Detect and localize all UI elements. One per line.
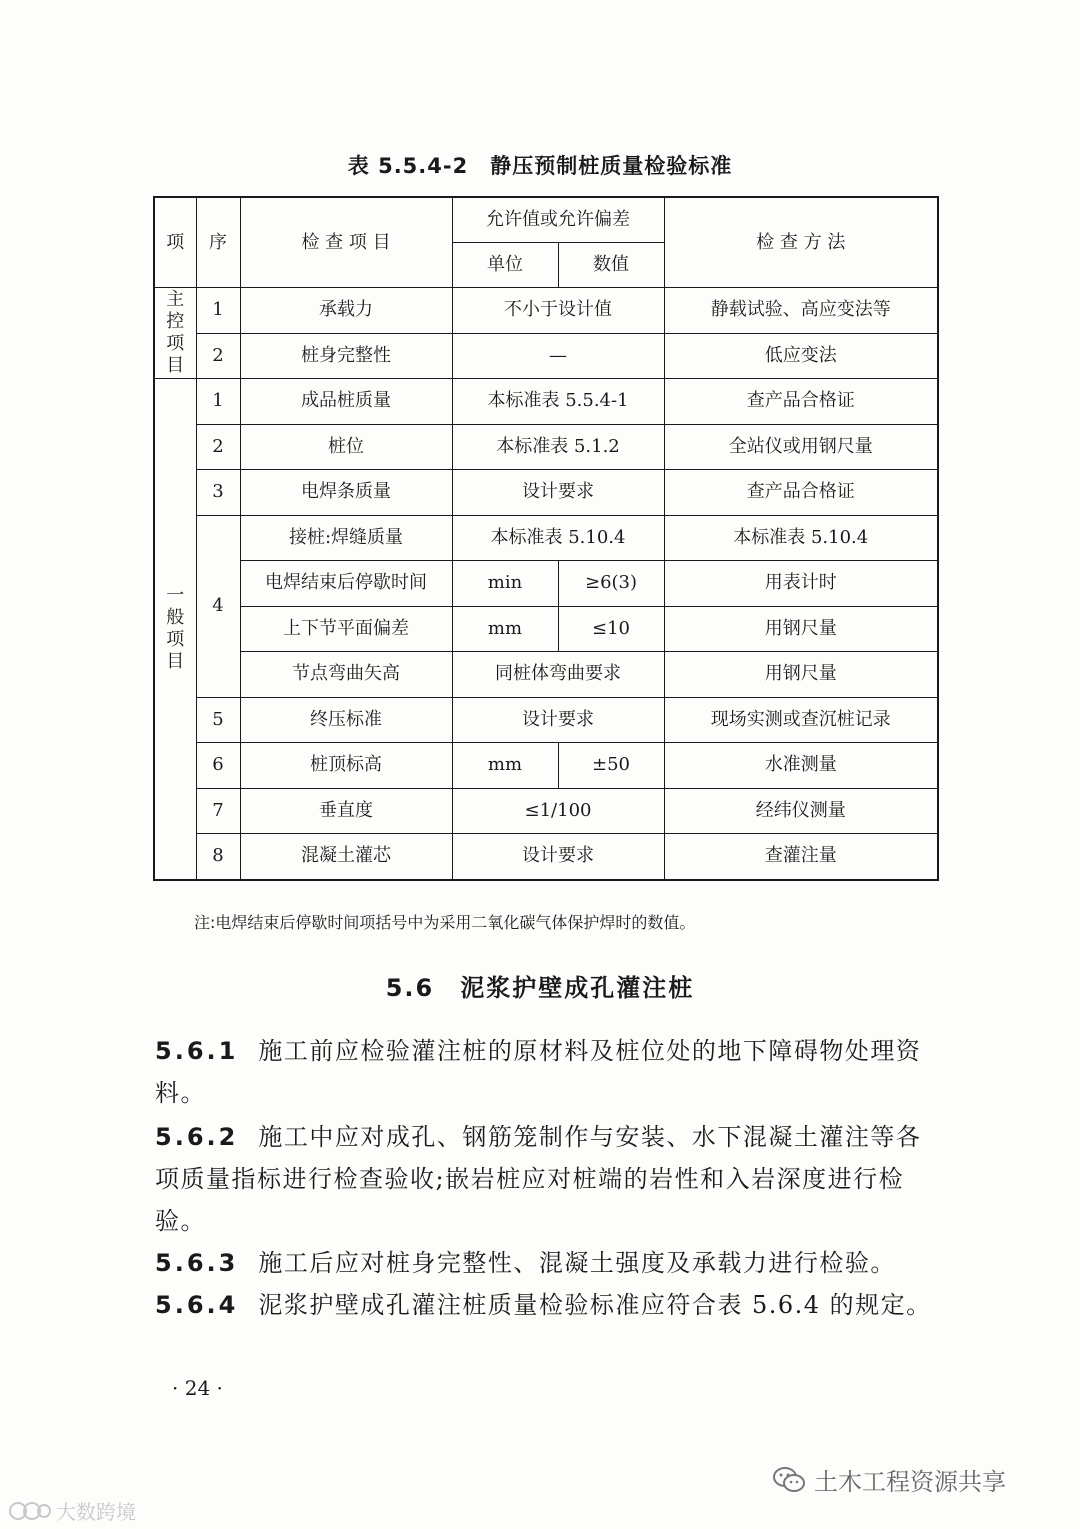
method-cell: 静载试验、高应变法等 <box>664 288 938 334</box>
table-row <box>154 470 938 516</box>
method-cell: 低应变法 <box>664 333 938 379</box>
item-cell: 承载力 <box>240 288 452 334</box>
unit-cell: mm <box>452 606 558 652</box>
method-cell: 用表计时 <box>664 561 938 607</box>
method-cell: 查产品合格证 <box>664 470 938 516</box>
method-cell: 用钢尺量 <box>664 606 938 652</box>
table-row <box>154 697 938 743</box>
unit-cell: min <box>452 561 558 607</box>
table-note: 注:电焊结束后停歇时间项括号中为采用二氧化碳气体保护焊时的数值。 <box>194 913 696 932</box>
clause-text: 施工前应检验灌注桩的原材料及桩位处的地下障碍物处理资料。 <box>155 1037 922 1107</box>
allow-cell: 本标准表 5.1.2 <box>452 424 664 470</box>
item-cell: 桩顶标高 <box>240 743 452 789</box>
category-main-control: 主 控 项 目 <box>154 288 196 379</box>
method-cell: 水准测量 <box>664 743 938 789</box>
seq-cell: 6 <box>196 743 240 789</box>
seq-cell: 3 <box>196 470 240 516</box>
watermark-right <box>772 1462 1006 1497</box>
table-row <box>154 606 938 652</box>
header-seq: 序 <box>196 197 240 288</box>
table-row <box>154 834 938 880</box>
clause-number: 5.6.3 <box>155 1249 239 1277</box>
table-row <box>154 333 938 379</box>
table-title: 表 5.5.4-2 静压预制桩质量检验标准 <box>347 154 733 178</box>
header-unit: 单位 <box>452 243 558 288</box>
item-cell: 电焊条质量 <box>240 470 452 516</box>
allow-cell: 本标准表 5.10.4 <box>452 515 664 561</box>
method-cell: 用钢尺量 <box>664 652 938 698</box>
allow-cell: — <box>452 333 664 379</box>
clause-number: 5.6.4 <box>155 1291 239 1319</box>
watermark-left <box>8 1496 136 1525</box>
item-cell: 桩位 <box>240 424 452 470</box>
unit-cell: mm <box>452 743 558 789</box>
clause-number: 5.6.1 <box>155 1037 239 1065</box>
clause-text: 施工后应对桩身完整性、混凝土强度及承载力进行检验。 <box>258 1249 896 1277</box>
table-row <box>154 288 938 334</box>
allow-cell: 本标准表 5.5.4-1 <box>452 379 664 425</box>
table-row <box>154 515 938 561</box>
table-header-row <box>154 197 938 243</box>
category-general: 一 般 项 目 <box>154 379 196 880</box>
seq-cell: 8 <box>196 834 240 880</box>
watermark-logo-icon <box>8 1499 52 1523</box>
item-cell: 成品桩质量 <box>240 379 452 425</box>
header-item: 检 查 项 目 <box>240 197 452 288</box>
paragraph-5-6-3 <box>155 1242 945 1284</box>
paragraph-5-6-2 <box>155 1116 945 1242</box>
seq-cell: 2 <box>196 424 240 470</box>
quality-standard-table <box>153 196 939 881</box>
item-cell: 上下节平面偏差 <box>240 606 452 652</box>
table-row <box>154 561 938 607</box>
method-cell: 查产品合格证 <box>664 379 938 425</box>
item-cell: 电焊结束后停歇时间 <box>240 561 452 607</box>
allow-cell: 同桩体弯曲要求 <box>452 652 664 698</box>
seq-cell: 1 <box>196 379 240 425</box>
allow-cell: 不小于设计值 <box>452 288 664 334</box>
allow-cell: ≤1/100 <box>452 788 664 834</box>
seq-cell: 2 <box>196 333 240 379</box>
item-cell: 桩身完整性 <box>240 333 452 379</box>
table-row <box>154 424 938 470</box>
page-number: · 24 · <box>172 1376 223 1400</box>
item-cell: 接桩:焊缝质量 <box>240 515 452 561</box>
watermark-right-text: 土木工程资源共享 <box>814 1468 1006 1496</box>
seq-cell: 7 <box>196 788 240 834</box>
header-category: 项 <box>154 197 196 288</box>
header-value: 数值 <box>558 243 664 288</box>
table-row <box>154 743 938 789</box>
wechat-icon <box>772 1466 806 1494</box>
header-method: 检 查 方 法 <box>664 197 938 288</box>
method-cell: 全站仪或用钢尺量 <box>664 424 938 470</box>
value-cell: ≤10 <box>558 606 664 652</box>
method-cell: 查灌注量 <box>664 834 938 880</box>
seq-cell: 5 <box>196 697 240 743</box>
seq-cell: 1 <box>196 288 240 334</box>
allow-cell: 设计要求 <box>452 697 664 743</box>
paragraph-5-6-4 <box>155 1284 945 1326</box>
table-row <box>154 379 938 425</box>
header-allow: 允许值或允许偏差 <box>452 197 664 243</box>
watermark-left-text: 大数跨境 <box>56 1500 136 1524</box>
item-cell: 终压标准 <box>240 697 452 743</box>
table-row <box>154 788 938 834</box>
allow-cell: 设计要求 <box>452 834 664 880</box>
table-row <box>154 652 938 698</box>
item-cell: 混凝土灌芯 <box>240 834 452 880</box>
method-cell: 现场实测或查沉桩记录 <box>664 697 938 743</box>
clause-text: 施工中应对成孔、钢筋笼制作与安装、水下混凝土灌注等各项质量指标进行检查验收;嵌岩桩应对桩端的岩性和入岩深度进行检验。 <box>155 1123 922 1235</box>
method-cell: 本标准表 5.10.4 <box>664 515 938 561</box>
clause-text: 泥浆护壁成孔灌注桩质量检验标准应符合表 5.6.4 的规定。 <box>258 1291 932 1319</box>
paragraph-5-6-1 <box>155 1030 945 1114</box>
method-cell: 经纬仪测量 <box>664 788 938 834</box>
seq-cell: 4 <box>196 515 240 697</box>
allow-cell: 设计要求 <box>452 470 664 516</box>
section-title: 5.6 泥浆护壁成孔灌注桩 <box>385 974 695 1002</box>
item-cell: 垂直度 <box>240 788 452 834</box>
value-cell: ≥6(3) <box>558 561 664 607</box>
item-cell: 节点弯曲矢高 <box>240 652 452 698</box>
clause-number: 5.6.2 <box>155 1123 239 1151</box>
value-cell: ±50 <box>558 743 664 789</box>
